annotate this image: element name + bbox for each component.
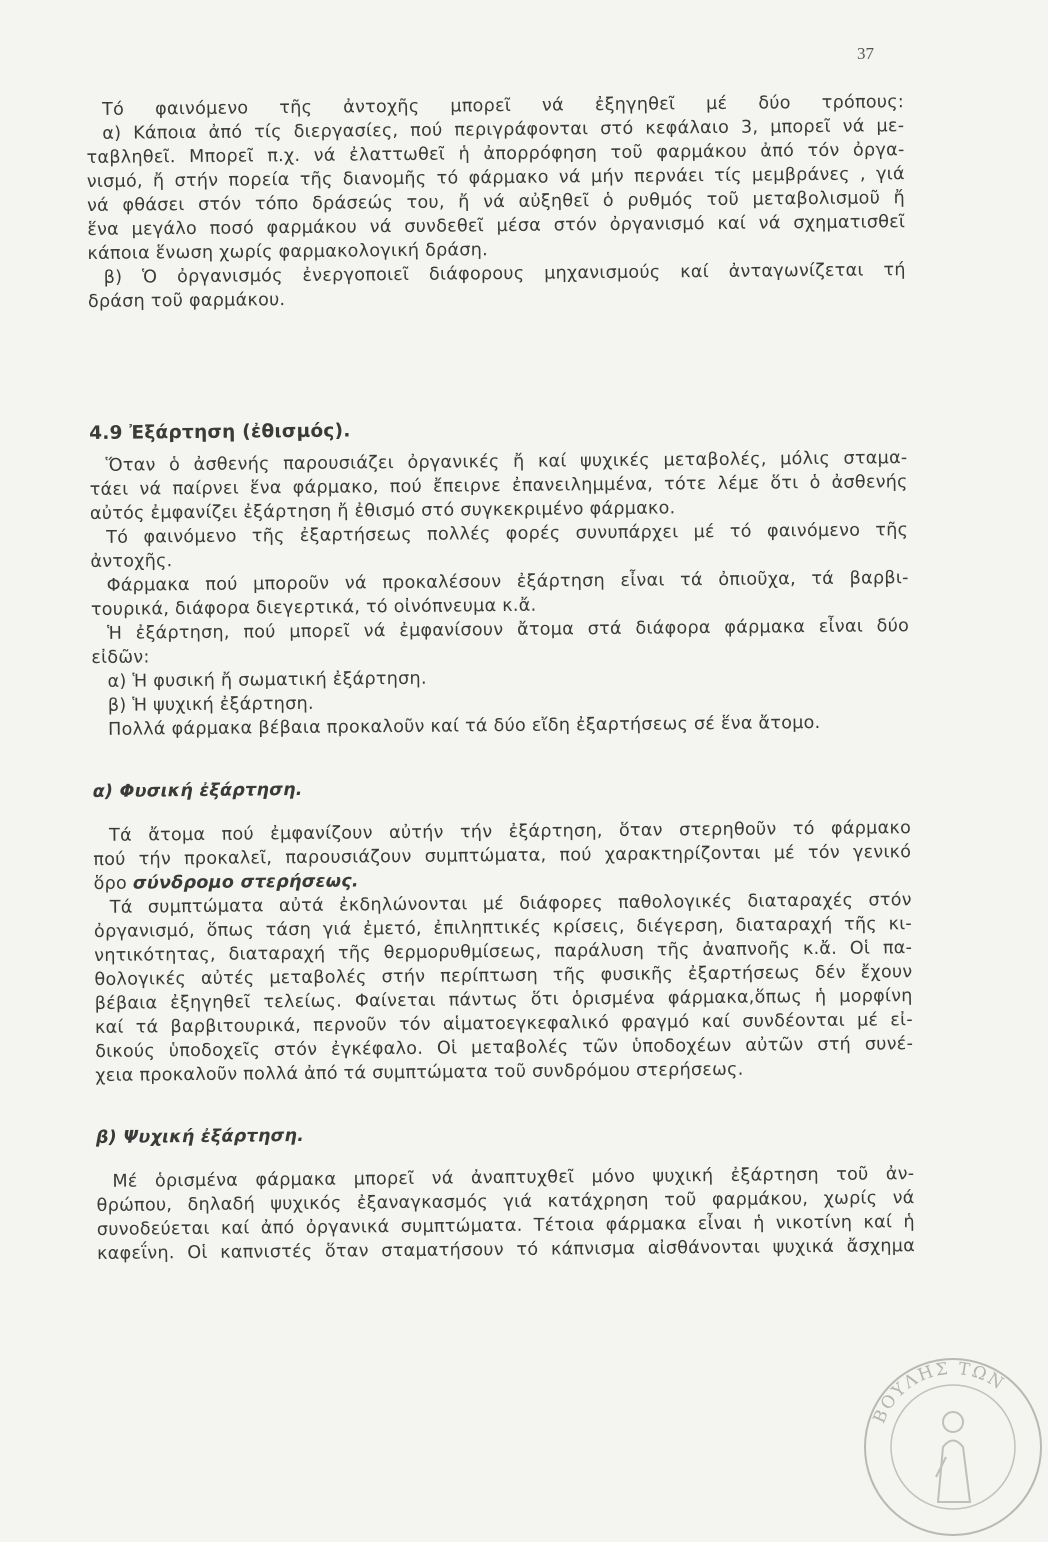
page-number: 37 <box>857 44 874 63</box>
text-line: Ὅταν ὁ ἀσθενής παρουσιάζει ὀργανικές ἤ καί ψυχικές μεταβολές, μόλις σταμα- <box>105 448 908 476</box>
text-line: εἰδῶν: <box>91 647 150 668</box>
text-line: Φάρμακα πού μποροῦν νά προκαλέσουν ἐξάρτηση εἶναι τά ὀπιοῦχα, τά βαρβι- <box>106 568 909 596</box>
psychic-paragraph <box>96 1162 915 1266</box>
text-line: τάει νά παίρνει ἕνα φάρμακο, πού ἔπειρνε ἐπανειλημμένα, τότε λέμε ὅτι ὁ ἀσθενής <box>89 472 908 500</box>
svg-text:ΒΟΥΛΗΣ ΤΩΝ <box>869 1359 1008 1426</box>
text-line: ἕνα μεγάλο ποσό φαρμάκου νά συνδεθεῖ μέσα στόν ὀργανισμό καί νά σχηματισθεῖ <box>87 212 906 240</box>
subsection-heading-physical: α) Φυσική ἐξάρτηση. <box>92 779 303 802</box>
text-line: Τά ἄτομα πού ἐμφανίζουν αὐτήν τήν ἐξάρτηση, ὅταν στερηθοῦν τό φάρμακο <box>108 818 912 846</box>
text-line: πού τήν προκαλεῖ, παρουσιάζουν συμπτώματα, πού χαρακτηρίζονται μέ τόν γενικό <box>93 842 912 870</box>
text-line: Ἡ ἐξάρτηση, πού μπορεῖ νά ἐμφανίσουν ἄτομα στά διάφορα φάρμακα εἶναι δύο <box>107 616 910 644</box>
seal-figure-icon <box>936 1412 970 1502</box>
text-line: ὀργανισμό, ὅπως τάση γιά ἐμετό, ἐπιληπτικές κρίσεις, διέγερση, διαταραχή τῆς κι- <box>93 914 913 942</box>
text-line: συνοδεύεται καί ἀπό ὀργανικά συμπτώματα. Τέτοια φάρμακα εἶναι ἡ νικοτίνη καί ἡ <box>96 1212 915 1240</box>
text-line: καφεΐνη. Οἱ καπνιστές ὅταν σταματήσουν τό κάπνισμα αἰσθάνονται ψυχικά ἄσχημα <box>97 1236 916 1264</box>
text-line: α) Κάποια ἀπό τίς διεργασίες, πού περιγράφονται στό κεφάλαιο 3, μπορεῖ νά με- <box>102 116 905 144</box>
tolerance-paragraph <box>86 90 906 314</box>
text-line: αὐτός ἐμφανίζει ἐξάρτηση ἤ ἐθισμό στό συγκεκριμένο φάρμακο. <box>89 498 676 524</box>
text-line: β) Ἡ ψυχική ἐξάρτηση. <box>107 693 314 716</box>
text-line: δράση τοῦ φαρμάκου. <box>87 290 286 312</box>
text-line: ἀντοχῆς. <box>90 551 173 572</box>
text-line: Τά συμπτώματα αὐτά ἐκδηλώνονται μέ διάφορες παθολογικές διαταραχές στόν <box>109 890 912 918</box>
text-line: α) Ἡ φυσική ἤ σωματική ἐξάρτηση. <box>107 668 427 692</box>
text-line: καί τά βαρβιτουρικά, περνοῦν τόν αἱματοεγκεφαλικό φραγμό καί συνδέονται μέ εἰ- <box>94 1010 913 1038</box>
text-line: Μέ ὁρισμένα φάρμακα μπορεῖ νά ἀναπτυχθεῖ μόνο ψυχική ἐξάρτηση τοῦ ἀν- <box>112 1164 915 1192</box>
term-withdrawal-syndrome: σύνδρομο στερήσεως. <box>132 871 359 894</box>
text-line: βέβαια ἐξηγηθεῖ τελείως. Φαίνεται πάντως ὅτι ὁρισμένα φάρμακα,ὅπως ἡ μορφίνη <box>94 986 913 1014</box>
text-line: β) Ὁ ὀργανισμός ἐνεργοποιεῖ διάφορους μηχανισμούς καί ἀνταγωνίζεται τή <box>103 260 906 288</box>
text-line: Τό φαινόμενο τῆς ἐξαρτήσεως πολλές φορές συνυπάρχει μέ τό φαινόμενο τῆς <box>106 520 909 548</box>
text-line: δικούς ὑποδοχεῖς στόν ἐγκέφαλο. Οἱ μεταβολές τῶν ὑποδοχέων αὐτῶν στή συνέ- <box>95 1034 914 1062</box>
text-line: τουρικά, διάφορα διεγερτικά, τό οἰνόπνευμα κ.ἄ. <box>90 595 537 620</box>
subsection-heading-psychic: β) Ψυχική ἐξάρτηση. <box>95 1125 305 1148</box>
text-line: Τό φαινόμενο τῆς ἀντοχῆς μπορεῖ νά ἐξηγηθεῖ μέ δύο τρόπους: <box>102 92 905 120</box>
text-line: κάποια ἕνωση χωρίς φαρμακολογική δράση. <box>87 240 489 264</box>
library-seal-stamp <box>858 1352 1048 1542</box>
text-line: ταβληθεῖ. Μπορεῖ π.χ. νά ἐλαττωθεῖ ἡ ἀπορρόφηση τοῦ φαρμάκου ἀπό τόν ὀργα- <box>86 140 905 168</box>
text-line: θολογικές αὐτές μεταβολές στήν περίπτωση τῆς φυσικῆς ἐξαρτήσεως δέν ἔχουν <box>94 962 913 990</box>
text-line: Πολλά φάρμακα βέβαια προκαλοῦν καί τά δύο εἴδη ἐξαρτήσεως σέ ἕνα ἄτομο. <box>107 712 821 740</box>
dependence-paragraph <box>89 446 910 742</box>
text-line: νητικότητας, διαταραχή τῆς θερμορυθμίσεως, παράλυση τῆς ἀναπνοῆς κ.ἄ. Οἱ πα- <box>94 938 913 966</box>
physical-paragraph <box>93 816 913 1088</box>
page-body <box>86 90 915 1266</box>
text-line: χεια προκαλοῦν πολλά ἀπό τά συμπτώματα τοῦ συνδρόμου στερήσεως. <box>95 1059 744 1086</box>
seal-text: ΒΟΥΛΗΣ ΤΩΝ <box>869 1358 1009 1427</box>
text-line: θρώπου, δηλαδή ψυχικός ἐξαναγκασμός γιά κατάχρηση τοῦ φαρμάκου, χωρίς νά <box>96 1188 915 1216</box>
term-prefix: ὅρο <box>93 873 133 894</box>
text-line: νισμό, ἤ στήν πορεία τῆς διανομῆς τό φάρμακο νά μήν περνάει τίς μεμβράνες , γιά <box>86 164 905 192</box>
text-line: νά φθάσει στόν τόπο δράσεώς του, ἤ νά αὐξηθεῖ ὁ ρυθμός τοῦ μεταβολισμοῦ ἤ <box>86 188 906 216</box>
section-heading: 4.9 Ἐξάρτηση (ἐθισμός). <box>89 420 351 444</box>
